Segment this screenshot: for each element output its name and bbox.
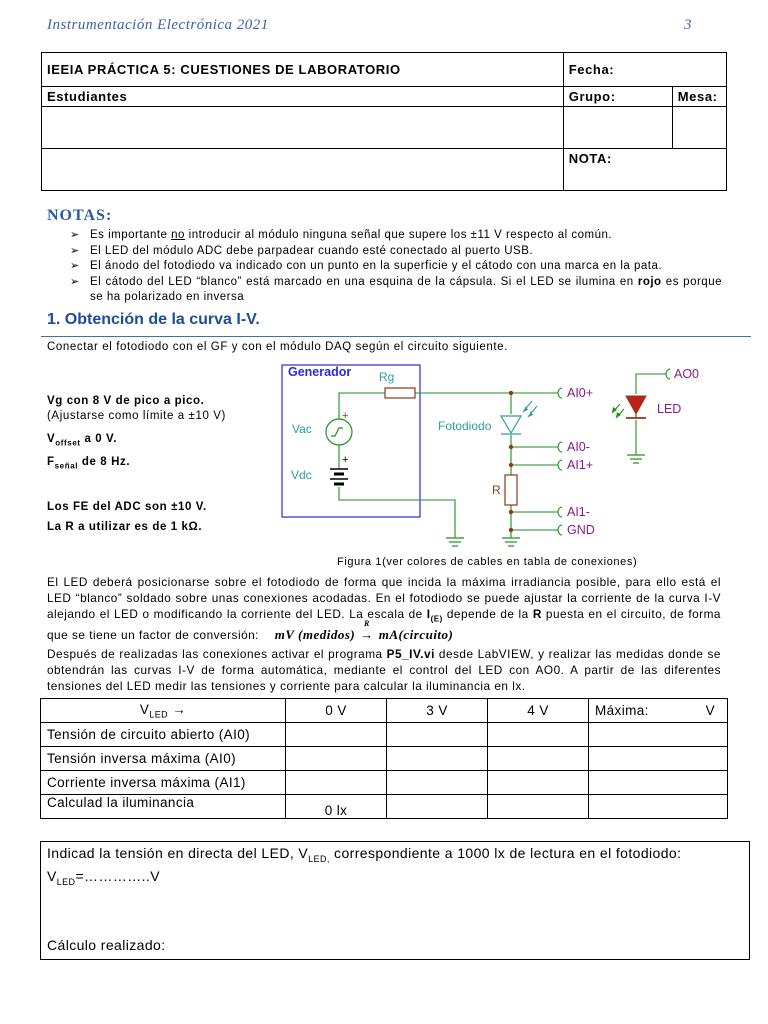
arrow-bullet-icon: ➢ bbox=[70, 244, 80, 257]
ac-source-symbol bbox=[326, 419, 352, 445]
param-fe: Los FE del ADC son ±10 V. bbox=[47, 501, 207, 513]
col-header: 3 V bbox=[387, 699, 488, 723]
students-field-2[interactable] bbox=[42, 149, 564, 191]
ai1-minus-label: AI1- bbox=[567, 505, 590, 519]
generator-label: Generador bbox=[288, 365, 352, 379]
ao0-label: AO0 bbox=[674, 367, 700, 381]
param-vg: Vg con 8 V de pico a pico. bbox=[47, 395, 205, 407]
ai1-plus-label: AI1+ bbox=[567, 458, 594, 472]
section-divider bbox=[41, 336, 751, 337]
grupo-label: Grupo: bbox=[563, 87, 672, 107]
table-cell[interactable] bbox=[286, 771, 387, 795]
section-intro: Conectar el fotodiodo con el GF y con el módulo DAQ según el circuito siguiente. bbox=[47, 341, 508, 353]
question-box[interactable] bbox=[40, 841, 750, 960]
dc-source-symbol bbox=[330, 469, 348, 484]
r-label: R bbox=[492, 483, 501, 497]
practice-title: IEEIA PRÁCTICA 5: CUESTIONES DE LABORATORIO bbox=[42, 53, 564, 87]
mesa-field[interactable] bbox=[672, 107, 726, 149]
max-header[interactable]: Máxima: V bbox=[589, 699, 728, 723]
table-header-row bbox=[41, 699, 728, 723]
ac-plus-label: + bbox=[342, 410, 349, 422]
fecha-field[interactable]: Fecha: bbox=[563, 53, 726, 87]
led-label: LED bbox=[657, 402, 682, 416]
vled-header: $V_{LED}$ → bbox=[41, 699, 286, 723]
list-item: ➢ El LED del módulo ADC debe parpadear cuando esté conectado al puerto USB. bbox=[70, 244, 722, 260]
rg-label: Rg bbox=[379, 370, 395, 384]
table-cell[interactable] bbox=[286, 747, 387, 771]
table-cell[interactable] bbox=[387, 723, 488, 747]
table-cell[interactable]: 0 lx bbox=[286, 795, 387, 819]
ground-symbols bbox=[446, 455, 645, 546]
gnd-label: GND bbox=[567, 523, 595, 537]
question-text: Indicad la tensión en directa del LED, $V_{LED,}$ correspondiente a 1000 lx de lectura en el fotodiodo: bbox=[47, 845, 682, 864]
ai0-minus-label: AI0- bbox=[567, 440, 590, 454]
paragraph-labview: Después de realizadas las conexiones activar el programa P5_IV.vi desde LabVIEW, y realizar las medidas donde se obtendrán las curvas I-V de forma automática, mediante el control del LED con AO0. A partir de las diferentes tensiones del LED medir las tensiones y corriente para calcular la iluminancia en lx. bbox=[47, 647, 721, 693]
figure-caption: Figura 1(ver colores de cables en tabla de conexiones) bbox=[337, 556, 638, 568]
led-symbol bbox=[612, 396, 646, 418]
param-fsenal: $F_{señal}$ de 8 Hz. bbox=[47, 456, 131, 471]
table-cell[interactable] bbox=[286, 723, 387, 747]
arrow-bullet-icon: ➢ bbox=[70, 229, 80, 241]
page-number: 3 bbox=[684, 17, 692, 33]
param-vg-note: (Ajustarse como límite a ±10 V) bbox=[47, 410, 226, 422]
param-r: La R a utilizar es de 1 kΩ. bbox=[47, 521, 203, 533]
conversion-formula: mV (medidos) R → mA(circuito) bbox=[274, 618, 454, 642]
row-label: Tensión de circuito abierto (AI0) bbox=[41, 723, 286, 747]
table-cell[interactable] bbox=[589, 771, 728, 795]
table-cell[interactable] bbox=[589, 723, 728, 747]
row-label: Corriente inversa máxima (AI1) bbox=[41, 771, 286, 795]
col-header: 4 V bbox=[488, 699, 589, 723]
table-cell[interactable] bbox=[488, 795, 589, 819]
table-cell[interactable] bbox=[488, 723, 589, 747]
table-cell[interactable] bbox=[589, 795, 728, 819]
table-cell[interactable] bbox=[387, 747, 488, 771]
list-item: ➢ Es importante no introducir al módulo ninguna señal que supere los ±11 V respecto al común. bbox=[70, 228, 722, 244]
notes-title: NOTAS: bbox=[47, 207, 113, 224]
notes-list bbox=[70, 228, 722, 306]
lab-info-table bbox=[41, 52, 727, 191]
r-resistor bbox=[505, 475, 517, 505]
table-cell[interactable] bbox=[387, 771, 488, 795]
arrow-bullet-icon: ➢ bbox=[70, 260, 80, 272]
table-row bbox=[41, 723, 728, 747]
vdc-label: Vdc bbox=[291, 468, 312, 482]
table-cell[interactable] bbox=[589, 747, 728, 771]
table-cell[interactable] bbox=[387, 795, 488, 819]
row-label: Tensión inversa máxima (AI0) bbox=[41, 747, 286, 771]
table-row bbox=[41, 795, 728, 819]
rg-resistor bbox=[385, 388, 415, 398]
col-header: 0 V bbox=[286, 699, 387, 723]
table-cell[interactable] bbox=[488, 771, 589, 795]
grupo-field[interactable] bbox=[563, 107, 672, 149]
vac-label: Vac bbox=[292, 422, 312, 436]
students-label: Estudiantes bbox=[42, 87, 564, 107]
table-row bbox=[41, 747, 728, 771]
table-row bbox=[41, 771, 728, 795]
row-label: Calculad la iluminancia bbox=[41, 795, 286, 819]
measurement-table bbox=[40, 698, 728, 819]
ai0-plus-label: AI0+ bbox=[567, 386, 594, 400]
list-item: ➢ El ánodo del fotodiodo va indicado con un punto en la superficie y el cátodo con una marca en la pata. bbox=[70, 259, 722, 275]
answer-line[interactable]: $V_{LED}=\dots\dots\dots\dots..V$ bbox=[47, 868, 160, 887]
photodiode-label: Fotodiodo bbox=[438, 419, 492, 433]
table-cell[interactable] bbox=[488, 747, 589, 771]
nota-field[interactable]: NOTA: bbox=[563, 149, 726, 191]
arrow-bullet-icon: ➢ bbox=[70, 275, 80, 288]
section-title: 1. Obtención de la curva I-V. bbox=[47, 311, 260, 328]
students-field-1[interactable] bbox=[42, 107, 564, 149]
dc-plus-label: + bbox=[342, 454, 349, 466]
photodiode-symbol bbox=[501, 401, 537, 434]
paragraph-led-position: El LED deberá posicionarse sobre el fotodiodo de forma que incida la máxima irradiancia posible, para ello está el LED “blanco” soldado sobre unas conexiones acodadas. En el fotodiodo se puede ajustar la corriente de la curva I-V alejando el LED o modificando la corriente del LED. La escala de $I_{(E)}$ depende de la R puesta en el circuito, de forma que se tiene un factor de conversión: mV (medidos) R → mA(circuito) bbox=[47, 575, 721, 642]
mesa-label: Mesa: bbox=[672, 87, 726, 107]
list-item: ➢ El cátodo del LED “blanco” está marcado en una esquina de la cápsula. Si el LED se ilumina en rojo es porque se ha polarizado en inversa bbox=[70, 275, 722, 303]
param-voffset: $V_{offset}$ a 0 V. bbox=[47, 433, 118, 448]
circuit-wires bbox=[339, 374, 666, 538]
document-header-title: Instrumentación Electrónica 2021 bbox=[47, 17, 269, 33]
circuit-diagram bbox=[270, 358, 740, 558]
calculation-label: Cálculo realizado: bbox=[47, 937, 166, 953]
